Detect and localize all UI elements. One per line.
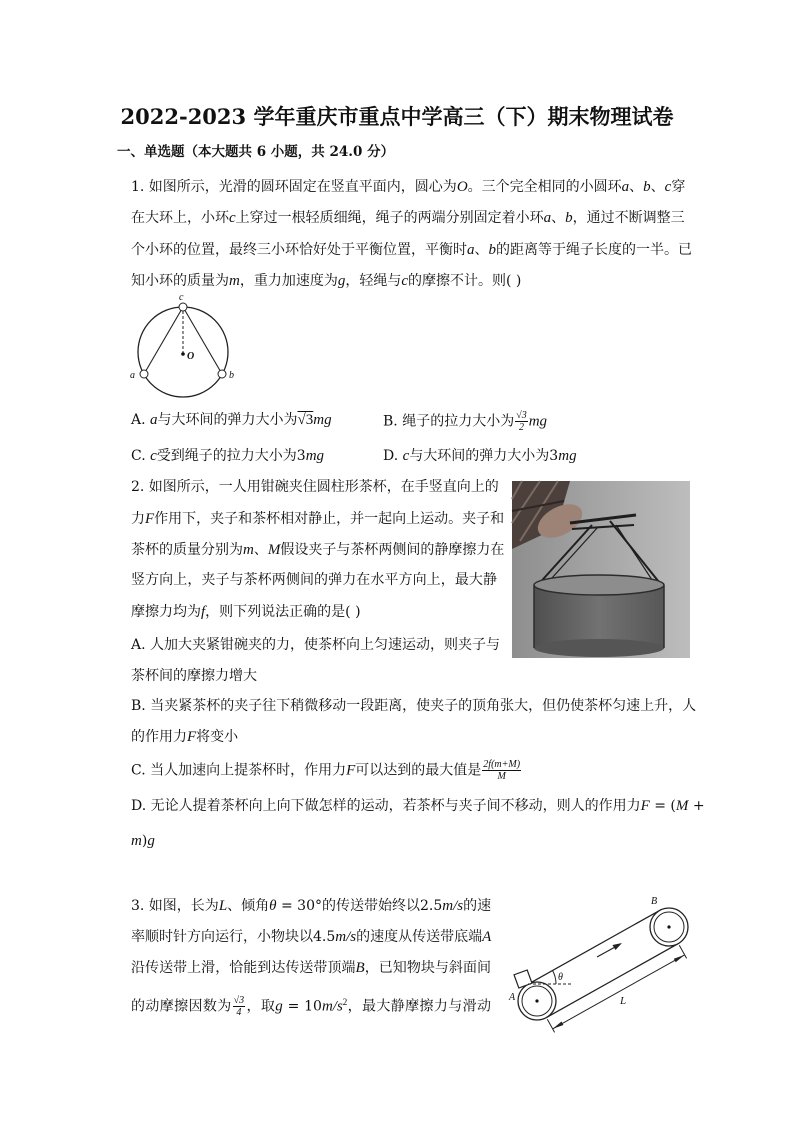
text-run: 、: [253, 542, 268, 558]
text-run: 摩擦力均为: [131, 604, 201, 620]
fraction-numerator: √3: [233, 995, 245, 1007]
math-fraction: [482, 759, 521, 782]
text-run: C.: [131, 448, 151, 464]
math-symbol: F: [187, 729, 197, 745]
q1-stem-line: [131, 177, 686, 197]
math-fraction: [515, 410, 528, 433]
q3-stem-line: [131, 927, 491, 947]
q1-stem-line: [131, 208, 685, 228]
math-symbol: F: [346, 762, 356, 779]
text-run: 。三个完全相同的小圆环: [467, 179, 622, 195]
small-ring-c: [179, 303, 187, 311]
text-run: ，则下列说法正确的是( ): [205, 604, 361, 620]
page-title: 2022-2023 学年重庆市重点中学高三（下）期末物理试卷: [120, 104, 674, 129]
text-run: ，已知物块与斜面间: [364, 960, 492, 976]
q3-conveyor-figure: [508, 890, 694, 1055]
text-run: 穿: [671, 179, 686, 195]
math-fraction: [233, 995, 246, 1018]
tea-cup: [534, 575, 664, 657]
text-run: 1. 如图所示，光滑的圆环固定在竖直平面内，圆心为: [131, 179, 457, 195]
math-symbol: F: [145, 511, 155, 527]
fraction-numerator: √3: [516, 410, 527, 421]
text-run: 将变小: [196, 729, 239, 745]
math-symbol: m/s: [442, 898, 464, 914]
math-symbol: g: [147, 833, 155, 849]
text-run: ): [141, 833, 148, 849]
text-run: ，重力加速度为: [239, 273, 338, 289]
math-symbol: O: [456, 179, 468, 195]
math-symbol: a: [467, 242, 475, 258]
rope-c-b: [183, 307, 222, 374]
text-run: 茶杯的质量分别为: [131, 542, 243, 558]
text-run: = 30°的传送带始终以2.5: [276, 898, 443, 914]
math-symbol: B: [355, 960, 365, 976]
math-symbol: mg: [305, 448, 325, 464]
q2-stem-line: [131, 570, 497, 590]
text-run: 在大环上，小环: [131, 210, 229, 226]
motion-arrow: [597, 943, 622, 957]
q1-ring-figure: [125, 292, 241, 400]
text-run: 、: [650, 179, 665, 195]
math-symbol: L: [218, 898, 228, 914]
text-run: 率顺时针方向运行，小物块以4.5: [131, 929, 336, 945]
text-run: 、: [474, 242, 489, 258]
pulley-b: [650, 908, 688, 946]
text-run: 沿传送带上滑，恰能到达传送带顶端: [131, 960, 356, 976]
text-run: 、: [551, 210, 566, 226]
math-symbol: mg: [528, 413, 548, 430]
text-run: A. 人加大夹紧钳碗夹的力，使茶杯向上匀速运动，则夹子与: [131, 637, 501, 653]
math-symbol: g: [337, 273, 346, 289]
math-symbol: θ: [269, 898, 277, 914]
text-run: ，轻绳与: [345, 273, 402, 289]
math-symbol: A: [482, 929, 492, 945]
text-run: 竖方向上，夹子与茶杯两侧间的弹力在水平方向上，最大静: [131, 572, 497, 588]
q1-stem-line: [131, 271, 521, 291]
pulley-a: [518, 982, 556, 1020]
math-symbol: m: [131, 833, 142, 849]
math-symbol: M: [675, 798, 689, 814]
math-symbol: c: [229, 210, 236, 226]
label-l: L: [620, 995, 627, 1007]
label-theta: θ: [558, 972, 563, 983]
center-dot: [181, 352, 185, 356]
text-run: D. 无论人提着茶杯向上向下做怎样的运动，若茶杯与夹子间不移动，则人的作用力: [131, 798, 641, 814]
label-a: a: [130, 370, 135, 381]
text-run: D.: [383, 448, 403, 464]
text-run: 的速: [463, 898, 492, 914]
fraction-denominator: 2: [518, 422, 524, 433]
math-symbol: a: [150, 412, 158, 428]
small-ring-b: [218, 370, 226, 378]
text-run: ，通过不断调整三: [572, 210, 685, 226]
math-symbol: mg: [313, 412, 332, 428]
math-symbol: a: [543, 210, 552, 226]
text-run: = 10: [282, 998, 322, 1015]
math-symbol: mg: [558, 448, 577, 464]
fraction-denominator: 4: [236, 1007, 242, 1019]
q1-stem-line: [131, 240, 692, 260]
q2-option-b: [131, 696, 697, 716]
q2-option-b-cont: [131, 727, 238, 747]
math-symbol: c: [402, 448, 410, 464]
q2-option-d-cont: [131, 831, 155, 851]
text-run: 力: [131, 511, 145, 527]
text-run: 、: [629, 179, 644, 195]
small-ring-a: [140, 370, 148, 378]
text-run: 茶杯间的摩擦力增大: [131, 668, 257, 684]
text-run: 3. 如图，长为: [131, 898, 219, 914]
math-symbol: f: [201, 604, 206, 620]
q1-option-d: [383, 446, 577, 466]
label-b: B: [651, 896, 658, 907]
text-run: 上穿过一根轻质细绳，绳子的两端分别固定着小环: [235, 210, 544, 226]
math-symbol: b: [643, 179, 651, 195]
angle-arc: [552, 970, 556, 984]
q2-option-a: [131, 635, 501, 655]
math-symbol: F: [640, 798, 650, 814]
text-run: = (: [649, 798, 676, 814]
q1-option-c: [131, 446, 324, 466]
q2-option-d: [131, 796, 705, 816]
section-heading: 一、单选题（本大题共 6 小题，共 24.0 分）: [117, 144, 395, 160]
text-run: 作用下，夹子和茶杯相对静止，并一起向上运动。夹子和: [154, 511, 505, 527]
math-symbol: c: [664, 179, 672, 195]
text-run: B. 绳子的拉力大小为: [383, 413, 515, 430]
math-symbol: m: [229, 273, 240, 289]
text-run: 的速度从传送带底端: [356, 929, 483, 945]
math-symbol: m/s: [335, 929, 357, 945]
q2-stem-line: [131, 602, 361, 622]
math-symbol: c: [150, 448, 157, 464]
fraction-denominator: M: [497, 771, 506, 782]
q2-stem-line: [131, 540, 505, 560]
q2-stem-line: [131, 477, 497, 497]
text-run: 知小环的质量为: [131, 273, 229, 289]
math-symbol: M: [267, 542, 281, 558]
label-a: A: [509, 992, 516, 1003]
math-symbol: b: [565, 210, 573, 226]
math-symbol: b: [488, 242, 496, 258]
text-run: 与大环间的弹力大小为: [157, 412, 298, 428]
text-run: 的动摩擦因数为: [131, 998, 232, 1015]
text-run: B. 当夹紧茶杯的夹子往下稍微移动一段距离，使夹子的顶角张大，但仍使茶杯匀速上升，人: [131, 698, 697, 714]
q2-option-c: [131, 759, 522, 782]
label-c: c: [179, 292, 184, 303]
text-run: +: [688, 798, 705, 814]
math-superscript: 2: [342, 997, 348, 1007]
text-run: C. 当人加速向上提茶杯时，作用力: [131, 762, 347, 779]
text-run: 与大环间的弹力大小为3: [409, 448, 559, 464]
math-sqrt: √3: [297, 412, 314, 428]
text-run: A.: [131, 412, 151, 428]
math-symbol: m/s: [321, 998, 343, 1015]
label-b: b: [229, 370, 234, 381]
math-symbol: m: [243, 542, 254, 558]
text-run: 的摩擦不计。则( ): [408, 273, 522, 289]
q2-photo-cup-clamp: [512, 481, 690, 658]
q2-stem-line: [131, 509, 505, 529]
text-run: 2. 如图所示，一人用钳碗夹住圆柱形茶杯，在手竖直向上的: [131, 479, 499, 495]
q1-option-a: [131, 410, 332, 430]
rope-c-a: [144, 307, 183, 374]
math-symbol: g: [275, 998, 283, 1015]
text-run: 的距离等于绳子长度的一半。已: [496, 242, 692, 258]
text-run: ，取: [246, 998, 276, 1015]
q3-stem-line: [131, 958, 491, 978]
q3-stem-line: [131, 896, 491, 916]
text-run: 、倾角: [227, 898, 270, 914]
length-dimension: [547, 945, 686, 1032]
text-run: 假设夹子与茶杯两侧间的静摩擦力在: [280, 542, 505, 558]
text-run: 个小环的位置，最终三小环恰好处于平衡位置，平衡时: [131, 242, 467, 258]
math-symbol: c: [401, 273, 409, 289]
text-run: 的作用力: [131, 729, 187, 745]
q2-option-a-cont: [131, 666, 257, 686]
text-run: 可以达到的最大值是: [355, 762, 482, 779]
text-run: 受到绳子的拉力大小为3: [156, 448, 306, 464]
fraction-numerator: 2f(m+M): [483, 759, 521, 770]
label-o: O: [187, 351, 195, 362]
q3-stem-line: [131, 992, 491, 1018]
text-run: ，最大静摩擦力与滑动: [347, 998, 492, 1015]
q1-option-b: [383, 410, 547, 433]
math-symbol: a: [621, 179, 630, 195]
